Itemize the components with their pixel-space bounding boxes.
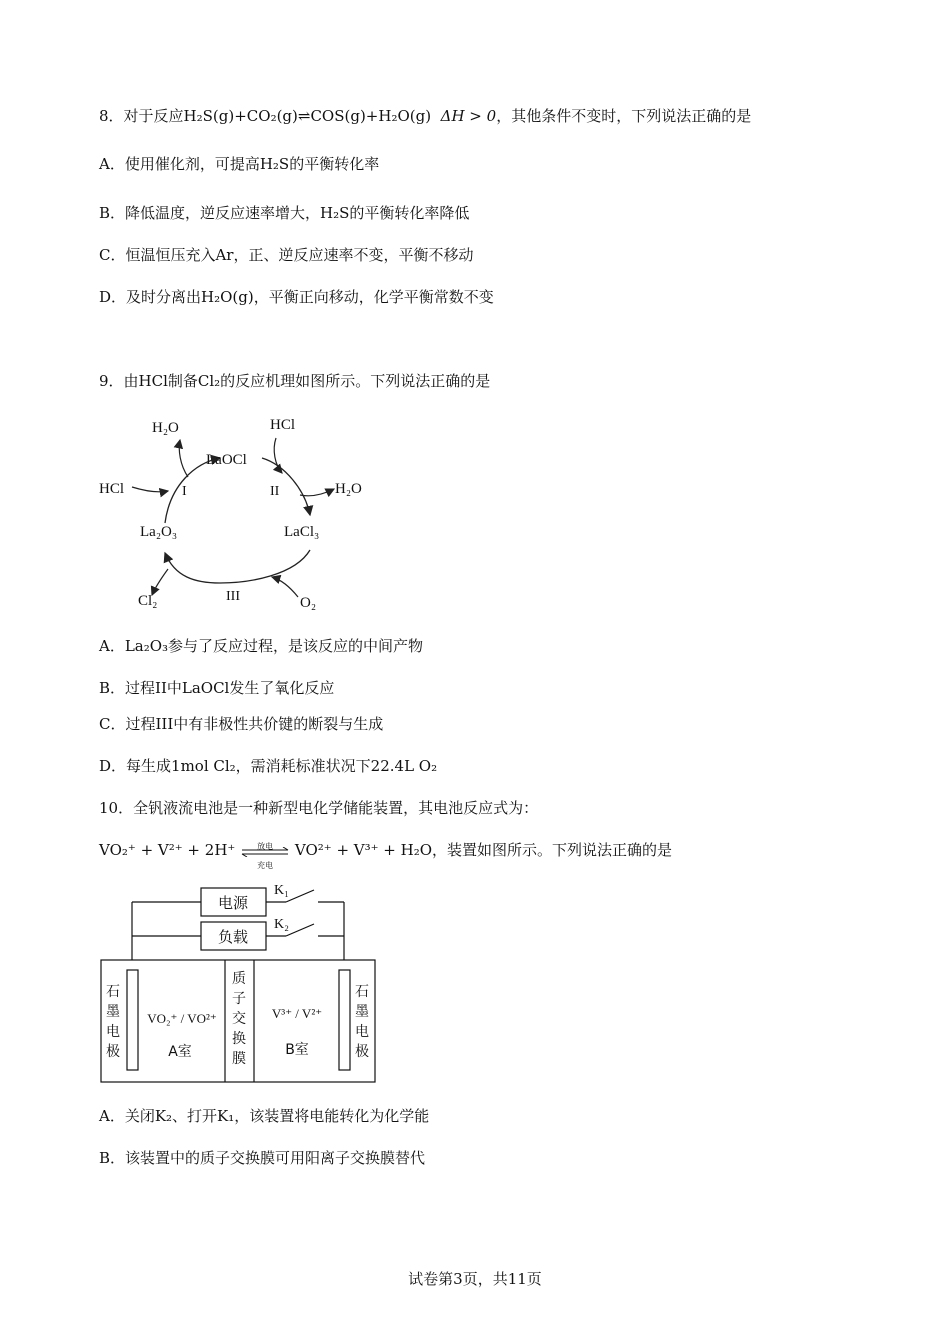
q8-reaction: H₂S(g)+CO₂(g)⇌COS(g)+H₂O(g) — [183, 107, 432, 125]
label-b-room: B室 — [285, 1042, 309, 1058]
right-graphite-electrode — [339, 970, 350, 1070]
q8-delta-h: ΔH > 0 — [440, 107, 497, 125]
label-step3: III — [226, 589, 240, 604]
membrane-char: 膜 — [232, 1051, 246, 1067]
q10-eq-right: VO²⁺ + V³⁺ + H₂O — [294, 841, 433, 859]
label-b-couple: V³⁺ / V²⁺ — [271, 1006, 323, 1021]
q9-option-a[interactable]: A．La₂O₃参与了反应过程，是该反应的中间产物 — [99, 637, 424, 655]
right-electrode-char: 石 — [355, 984, 369, 1000]
label-lacl3: LaCl₃ — [284, 524, 320, 540]
left-electrode-char: 极 — [106, 1044, 120, 1060]
label-laocl: LaOCl — [206, 452, 247, 468]
q10-arrow-top-label: 放电 — [257, 842, 274, 851]
q9-stem: 9．由HCl制备Cl₂的反应机理如图所示。下列说法正确的是 — [99, 372, 491, 390]
membrane-char: 换 — [232, 1031, 246, 1047]
left-graphite-electrode — [127, 970, 138, 1070]
label-cl2: Cl₂ — [138, 593, 158, 609]
q9-option-b[interactable]: B．过程II中LaOCl发生了氧化反应 — [99, 679, 335, 697]
label-step1: I — [182, 484, 187, 499]
right-electrode-char: 电 — [355, 1024, 369, 1040]
right-electrode-char: 极 — [355, 1044, 369, 1060]
left-electrode-char: 电 — [106, 1024, 120, 1040]
label-hcl-left: HCl — [99, 481, 125, 497]
q8-option-a[interactable]: A．使用催化剂，可提高H₂S的平衡转化率 — [99, 155, 380, 173]
label-load: 负载 — [217, 928, 249, 946]
q10-option-a[interactable]: A．关闭K₂、打开K₁，该装置将电能转化为化学能 — [99, 1107, 430, 1125]
cycle-arc-step3 — [165, 550, 310, 583]
label-la2o3: La₂O₃ — [140, 524, 178, 540]
label-h2o-right: H₂O — [335, 481, 362, 497]
membrane-char: 质 — [232, 971, 246, 987]
left-electrode-char: 墨 — [106, 1004, 120, 1020]
q9-mechanism-diagram — [90, 405, 390, 620]
q8-option-b[interactable]: B．降低温度，逆反应速率增大，H₂S的平衡转化率降低 — [99, 204, 470, 222]
arrow-h2o-out-right — [300, 489, 334, 496]
q9-option-d[interactable]: D．每生成1mol Cl₂，需消耗标准状况下22.4L O₂ — [99, 757, 438, 775]
arrow-o2-in — [272, 577, 298, 597]
q10-equation — [99, 840, 673, 870]
q8-option-c[interactable]: C．恒温恒压充入Ar，正、逆反应速率不变，平衡不移动 — [99, 246, 474, 264]
membrane-char: 交 — [232, 1011, 246, 1027]
q10-eq-suffix: ，装置如图所示。下列说法正确的是 — [432, 841, 673, 859]
q8-stem — [99, 106, 751, 126]
label-h2o-top: H₂O — [152, 420, 179, 436]
q8-option-d[interactable]: D．及时分离出H₂O(g)，平衡正向移动，化学平衡常数不变 — [99, 288, 494, 306]
label-step2: II — [270, 484, 280, 499]
label-k2: K₂ — [274, 917, 289, 932]
q10-eq-left: VO₂⁺ + V²⁺ + 2H⁺ — [99, 841, 236, 859]
label-k1: K₁ — [274, 883, 289, 898]
label-power: 电源 — [217, 894, 249, 912]
q8-stem-suffix: ，其他条件不变时，下列说法正确的是 — [496, 107, 752, 125]
q10-battery-diagram — [98, 878, 378, 1084]
label-o2: O₂ — [300, 595, 317, 611]
q9-option-c[interactable]: C．过程III中有非极性共价键的断裂与生成 — [99, 715, 384, 733]
q10-stem: 10．全钒液流电池是一种新型电化学储能装置，其电池反应式为： — [99, 799, 539, 817]
right-electrode-char: 墨 — [355, 1004, 369, 1020]
arrow-cl2-out — [152, 569, 168, 595]
label-a-couple: VO₂⁺ / VO²⁺ — [147, 1011, 217, 1026]
q10-eq-arrow — [240, 841, 290, 870]
label-a-room: A室 — [168, 1044, 192, 1060]
arrow-hcl-in-left — [132, 487, 168, 492]
q10-arrow-bottom-label: 充电 — [257, 861, 274, 870]
page-footer: 试卷第3页，共11页 — [408, 1270, 542, 1288]
arrow-h2o-out-top — [179, 440, 188, 477]
q8-stem-prefix: 8．对于反应 — [99, 107, 184, 125]
label-hcl-top: HCl — [270, 417, 296, 433]
membrane-char: 子 — [232, 991, 246, 1007]
left-electrode-char: 石 — [106, 984, 120, 1000]
q10-option-b[interactable]: B．该装置中的质子交换膜可用阳离子交换膜替代 — [99, 1149, 426, 1167]
